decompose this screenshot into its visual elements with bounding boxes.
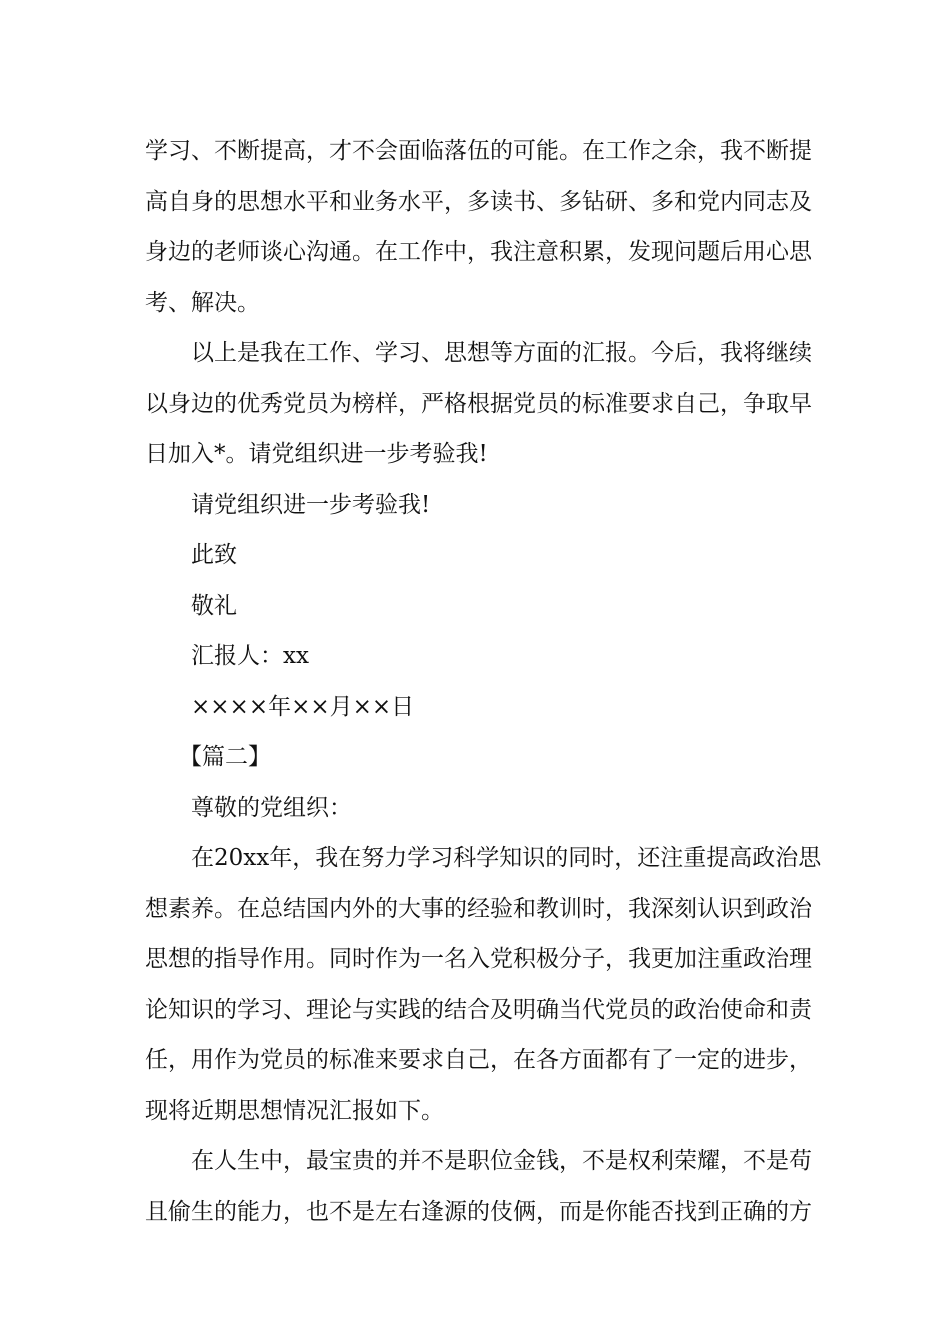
text-line: 思想的指导作用。同时作为一名入党积极分子，我更加注重政治理 [145, 946, 812, 972]
text-line: 敬礼 [191, 592, 237, 619]
text-line: 学习、不断提高，才不会面临落伍的可能。在工作之余，我不断提 [145, 138, 812, 164]
text-line: 现将近期思想情况汇报如下。 [145, 1097, 444, 1124]
text-line: 此致 [191, 542, 237, 568]
text-line: 以身边的优秀党员为榜样，严格根据党员的标准要求自己，争取早 [145, 390, 812, 417]
text-line: 请党组织进一步考验我! [191, 491, 431, 518]
text-line: 日加入*。请党组织进一步考验我! [145, 441, 488, 467]
greeting [145, 783, 807, 834]
text-line: 汇报人：xx [191, 643, 309, 669]
text-line: 高自身的思想水平和业务水平，多读书、多钻研、多和党内同志及 [145, 188, 812, 215]
text-line: 且偷生的能力，也不是左右逢源的伎俩，而是你能否找到正确的方 [145, 1198, 812, 1225]
text-line: 身边的老师谈心沟通。在工作中，我注意积累，发现问题后用心思 [145, 239, 812, 265]
text-line: 在20xx年，我在努力学习科学知识的同时，还注重提高政治思 [191, 845, 822, 871]
document-body [145, 126, 822, 1237]
paragraph-study-improvement [145, 126, 812, 328]
paragraph-political-study [145, 833, 822, 1136]
closing-salutation [145, 530, 807, 581]
closing-respect [145, 581, 807, 632]
text-line: 任，用作为党员的标准来要求自己，在各方面都有了一定的进步， [145, 1047, 812, 1073]
section-heading-part-two [145, 732, 807, 783]
text-line: 考、解决。 [145, 289, 260, 316]
text-line: 想素养。在总结国内外的大事的经验和教训时，我深刻认识到政治 [145, 895, 812, 922]
paragraph-request-examination [145, 480, 807, 531]
text-line: 在人生中，最宝贵的并不是职位金钱，不是权利荣耀，不是苟 [191, 1148, 812, 1174]
text-line: 【篇二】 [179, 744, 271, 770]
paragraph-report-summary [145, 328, 812, 480]
report-date [145, 682, 807, 733]
text-line: 以上是我在工作、学习、思想等方面的汇报。今后，我将继续 [191, 340, 812, 366]
text-line: ××××年××月××日 [191, 693, 415, 720]
reporter-name [145, 631, 807, 682]
text-line: 论知识的学习、理论与实践的结合及明确当代党员的政治使命和责 [145, 996, 812, 1023]
paragraph-life-values [145, 1136, 812, 1237]
text-line: 尊敬的党组织： [191, 794, 352, 821]
